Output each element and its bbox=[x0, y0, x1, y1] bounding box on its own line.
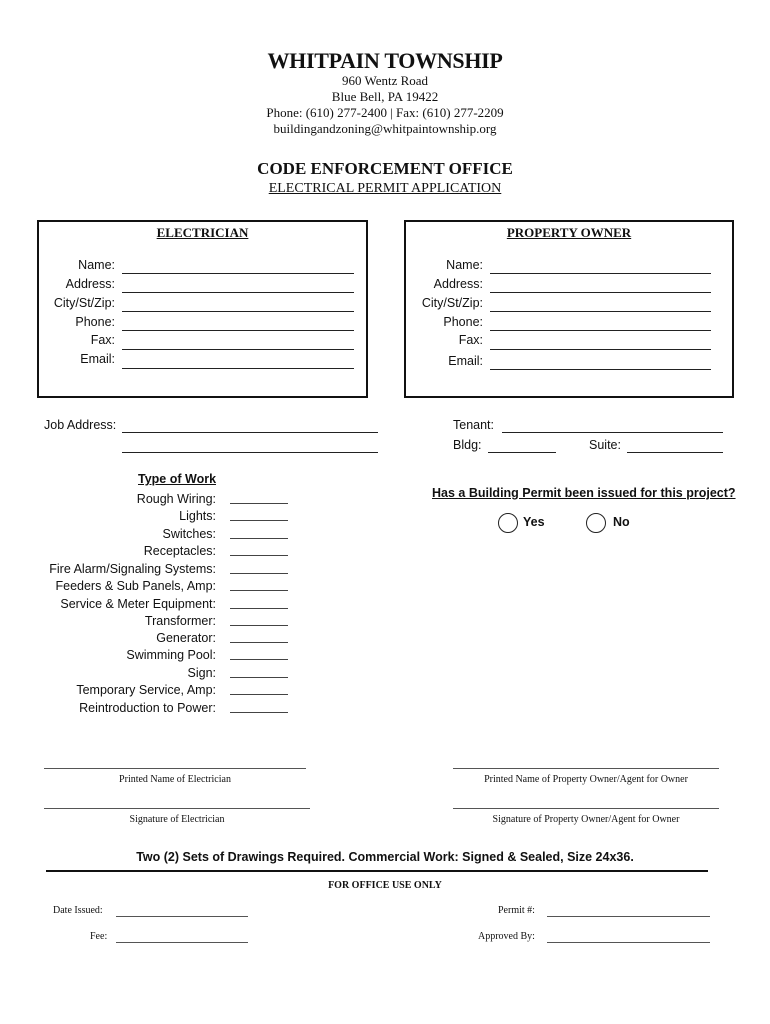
work-feeders-input[interactable] bbox=[230, 590, 288, 591]
permit-number-label: Permit #: bbox=[498, 905, 535, 916]
work-generator-input[interactable] bbox=[230, 642, 288, 643]
signature-electrician-label: Signature of Electrician bbox=[129, 814, 225, 825]
job-address-input-1[interactable] bbox=[122, 432, 378, 433]
work-rough-wiring-input[interactable] bbox=[230, 503, 288, 504]
office-title: CODE ENFORCEMENT OFFICE bbox=[257, 159, 513, 178]
owner-name-input[interactable] bbox=[490, 273, 711, 274]
owner-fax-label: Fax: bbox=[458, 333, 483, 347]
signature-owner-label: Signature of Property Owner/Agent for Owner bbox=[492, 814, 680, 825]
fee-input[interactable] bbox=[116, 942, 248, 943]
work-receptacles-input[interactable] bbox=[230, 555, 288, 556]
work-reintroduction-input[interactable] bbox=[230, 712, 288, 713]
job-address-label: Job Address: bbox=[44, 418, 117, 432]
notice-divider bbox=[46, 870, 708, 872]
type-of-work-heading: Type of Work bbox=[138, 472, 217, 486]
phone-fax: Phone: (610) 277-2400 | Fax: (610) 277-2209 bbox=[266, 105, 504, 120]
work-lights-label: Lights: bbox=[179, 509, 216, 523]
owner-phone-input[interactable] bbox=[490, 330, 711, 331]
work-switches-input[interactable] bbox=[230, 538, 288, 539]
printed-electrician-input[interactable] bbox=[44, 768, 306, 769]
owner-email-label: Email: bbox=[448, 354, 483, 368]
owner-address-label: Address: bbox=[433, 277, 483, 291]
electrician-email-label: Email: bbox=[80, 352, 115, 366]
work-rough-wiring-label: Rough Wiring: bbox=[136, 492, 216, 506]
work-feeders-label: Feeders & Sub Panels, Amp: bbox=[55, 579, 216, 593]
contact-email: buildingandzoning@whitpaintownship.org bbox=[273, 121, 497, 136]
electrician-address-label: Address: bbox=[65, 277, 115, 291]
electrician-city-label: City/St/Zip: bbox=[53, 296, 115, 310]
work-fire-alarm-label: Fire Alarm/Signaling Systems: bbox=[49, 562, 216, 576]
work-switches-label: Switches: bbox=[162, 527, 216, 541]
form-title: ELECTRICAL PERMIT APPLICATION bbox=[268, 181, 502, 196]
printed-electrician-label: Printed Name of Electrician bbox=[119, 774, 231, 785]
work-transformer-input[interactable] bbox=[230, 625, 288, 626]
electrician-fax-input[interactable] bbox=[122, 349, 354, 350]
owner-city-label: City/St/Zip: bbox=[421, 296, 483, 310]
work-reintroduction-label: Reintroduction to Power: bbox=[79, 701, 216, 715]
signature-owner-input[interactable] bbox=[453, 808, 719, 809]
job-address-input-2[interactable] bbox=[122, 452, 378, 453]
date-issued-input[interactable] bbox=[116, 916, 248, 917]
owner-name-label: Name: bbox=[446, 258, 483, 272]
permit-no-label: No bbox=[613, 515, 630, 529]
work-temporary-service-input[interactable] bbox=[230, 694, 288, 695]
approved-by-input[interactable] bbox=[547, 942, 710, 943]
electrician-phone-input[interactable] bbox=[122, 330, 354, 331]
electrician-phone-label: Phone: bbox=[75, 315, 115, 329]
street-address: 960 Wentz Road bbox=[341, 73, 429, 88]
work-swimming-pool-input[interactable] bbox=[230, 659, 288, 660]
work-sign-input[interactable] bbox=[230, 677, 288, 678]
permit-yes-label: Yes bbox=[523, 515, 545, 529]
township-name: WHITPAIN TOWNSHIP bbox=[267, 48, 503, 73]
permit-yes-radio[interactable] bbox=[498, 513, 518, 533]
date-issued-label: Date Issued: bbox=[53, 905, 103, 916]
permit-number-input[interactable] bbox=[547, 916, 710, 917]
work-temporary-service-label: Temporary Service, Amp: bbox=[76, 683, 216, 697]
city-state-zip: Blue Bell, PA 19422 bbox=[331, 89, 439, 104]
permit-no-radio[interactable] bbox=[586, 513, 606, 533]
owner-email-input[interactable] bbox=[490, 369, 711, 370]
electrician-name-input[interactable] bbox=[122, 273, 354, 274]
owner-heading: PROPERTY OWNER bbox=[506, 225, 632, 240]
electrician-city-input[interactable] bbox=[122, 311, 354, 312]
owner-address-input[interactable] bbox=[490, 292, 711, 293]
suite-label: Suite: bbox=[589, 438, 621, 452]
electrician-email-input[interactable] bbox=[122, 368, 354, 369]
fee-label: Fee: bbox=[90, 931, 108, 942]
work-fire-alarm-input[interactable] bbox=[230, 573, 288, 574]
owner-city-input[interactable] bbox=[490, 311, 711, 312]
work-swimming-pool-label: Swimming Pool: bbox=[126, 648, 216, 662]
owner-phone-label: Phone: bbox=[443, 315, 483, 329]
bldg-label: Bldg: bbox=[453, 438, 482, 452]
work-service-meter-label: Service & Meter Equipment: bbox=[60, 597, 216, 611]
work-transformer-label: Transformer: bbox=[144, 614, 216, 628]
tenant-input[interactable] bbox=[502, 432, 723, 433]
work-generator-label: Generator: bbox=[156, 631, 216, 645]
building-permit-question: Has a Building Permit been issued for this project? bbox=[432, 486, 736, 500]
tenant-label: Tenant: bbox=[453, 418, 495, 432]
signature-electrician-input[interactable] bbox=[44, 808, 310, 809]
office-use-heading: FOR OFFICE USE ONLY bbox=[328, 880, 442, 891]
bldg-input[interactable] bbox=[488, 452, 556, 453]
electrician-address-input[interactable] bbox=[122, 292, 354, 293]
electrician-name-label: Name: bbox=[78, 258, 115, 272]
work-service-meter-input[interactable] bbox=[230, 608, 288, 609]
printed-owner-input[interactable] bbox=[453, 768, 719, 769]
printed-owner-label: Printed Name of Property Owner/Agent for Owner bbox=[484, 774, 688, 785]
suite-input[interactable] bbox=[627, 452, 723, 453]
drawings-notice: Two (2) Sets of Drawings Required. Commercial Work: Signed & Sealed, Size 24x36. bbox=[136, 850, 634, 864]
electrician-fax-label: Fax: bbox=[90, 333, 115, 347]
electrician-heading: ELECTRICIAN bbox=[156, 225, 249, 240]
owner-fax-input[interactable] bbox=[490, 349, 711, 350]
work-receptacles-label: Receptacles: bbox=[143, 544, 216, 558]
work-sign-label: Sign: bbox=[187, 666, 216, 680]
approved-by-label: Approved By: bbox=[478, 931, 535, 942]
work-lights-input[interactable] bbox=[230, 520, 288, 521]
